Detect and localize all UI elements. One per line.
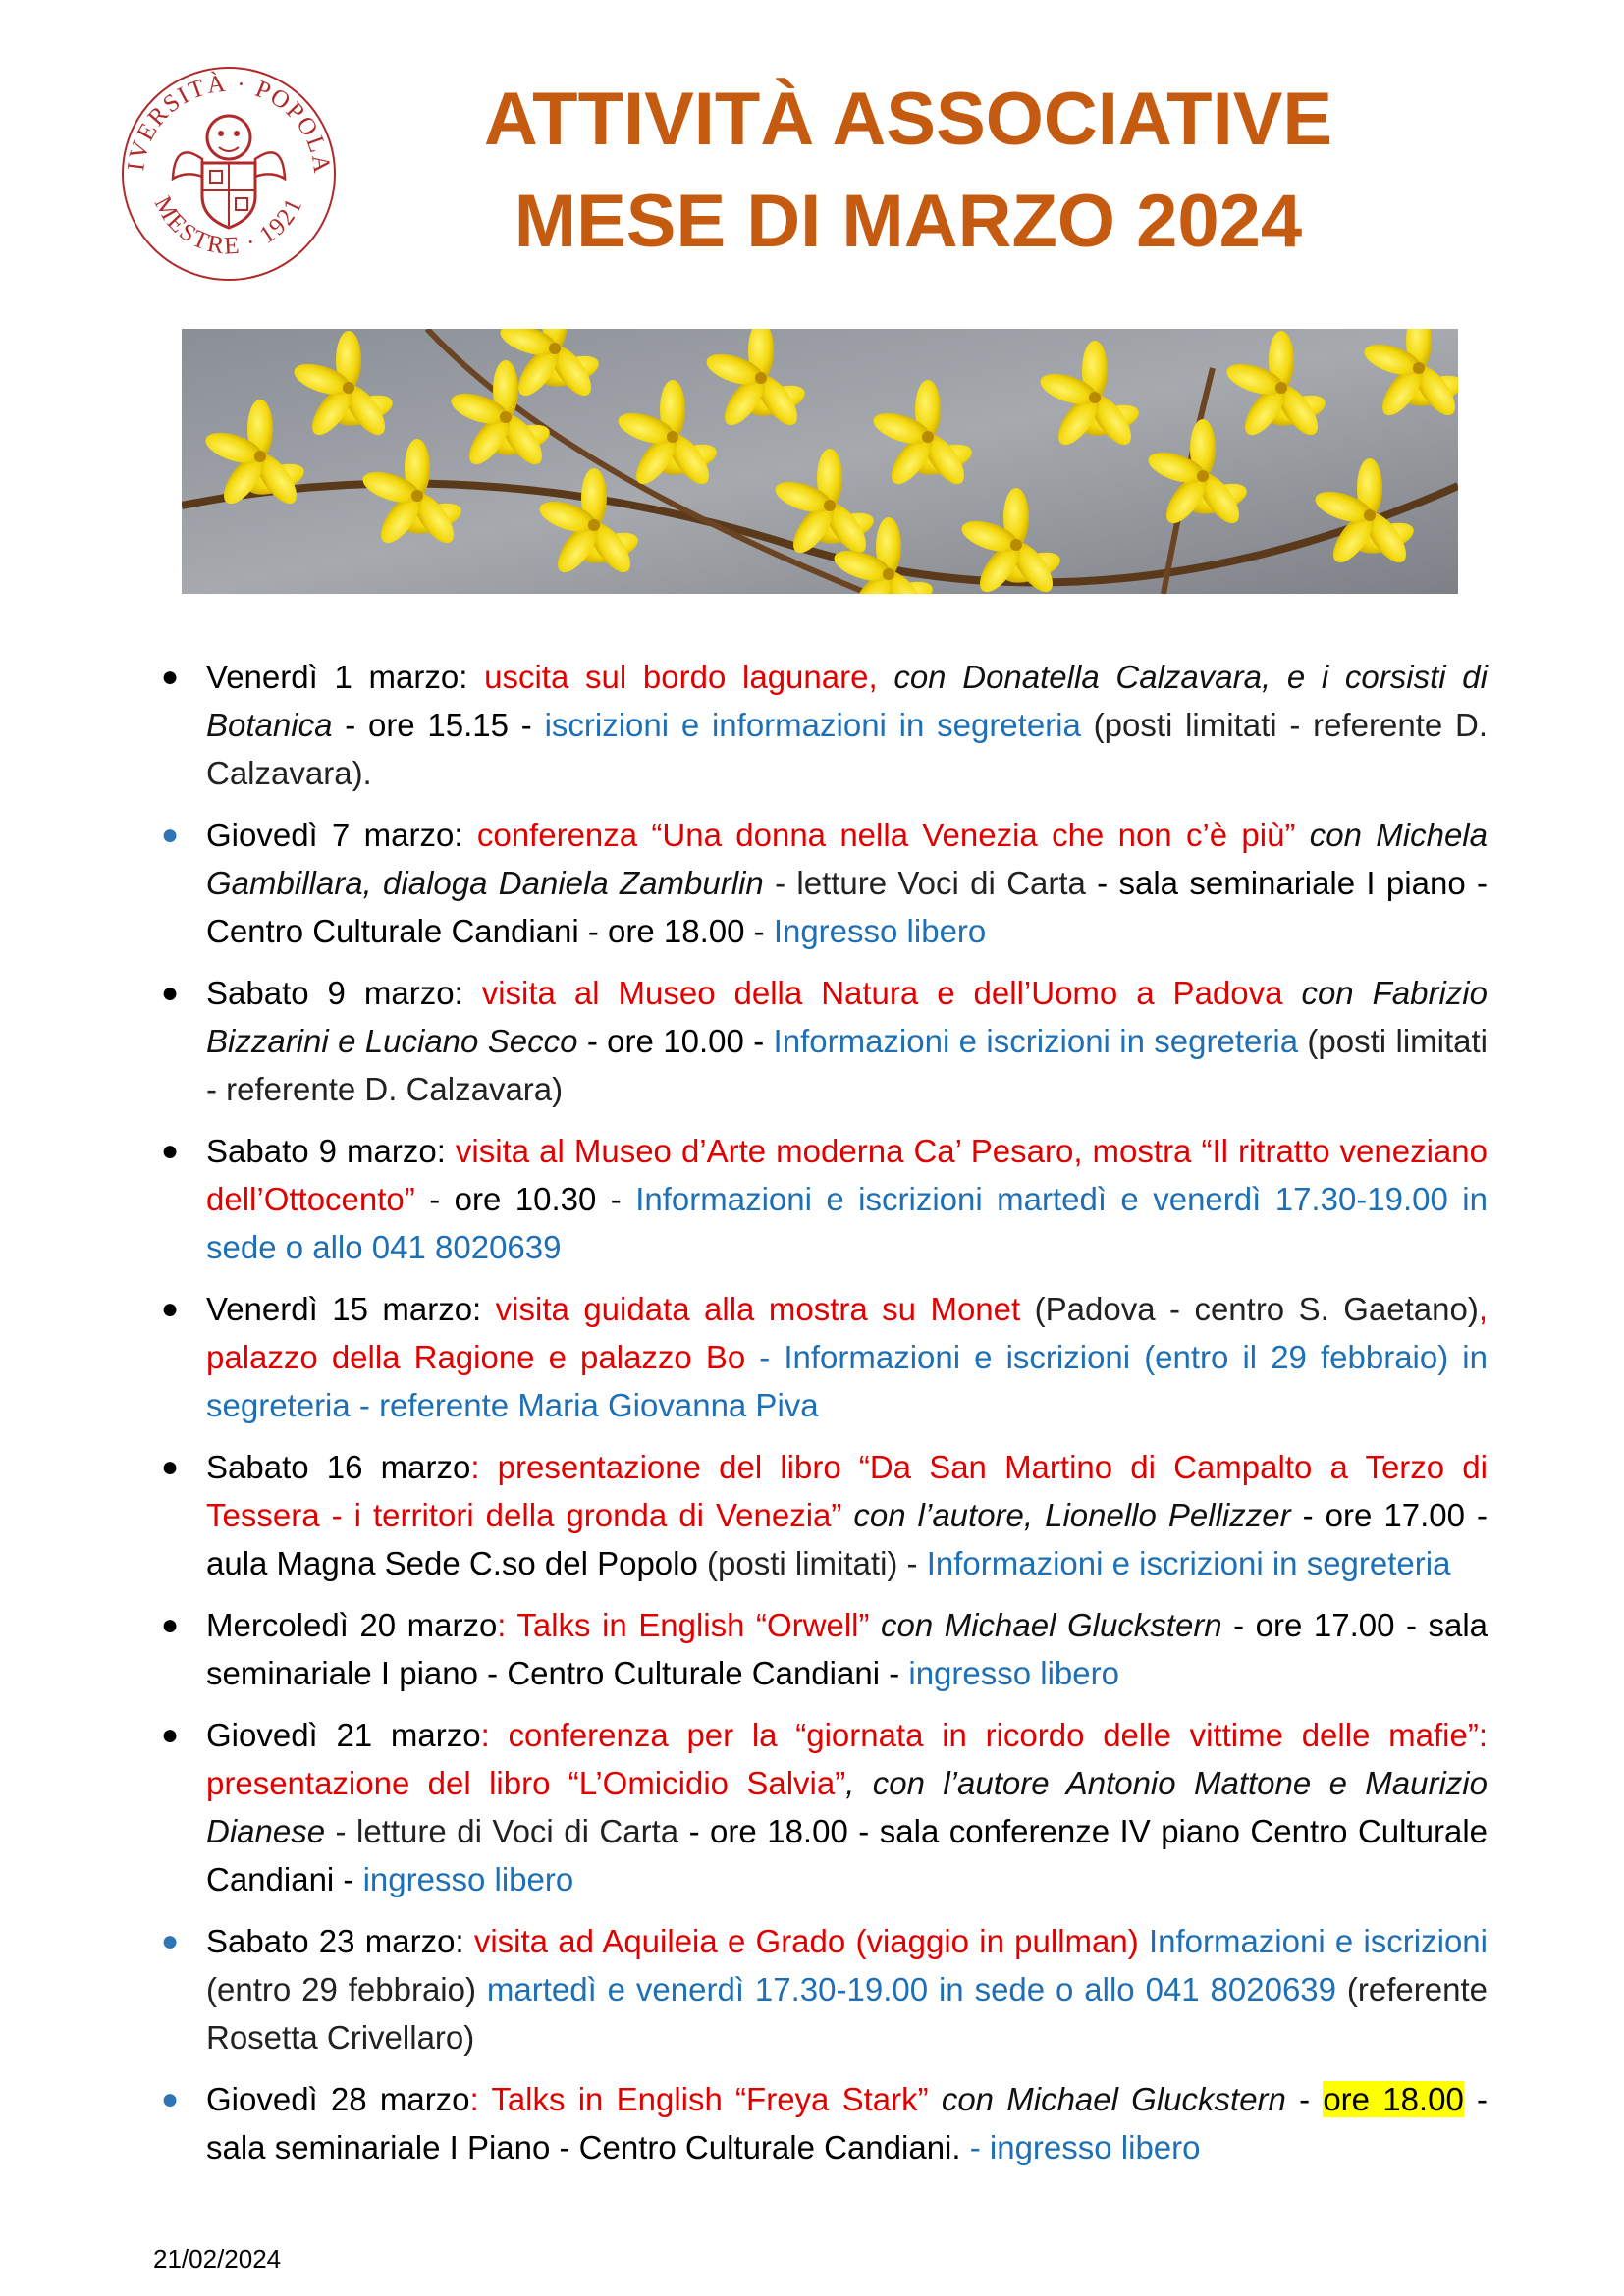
bullet-icon: ● [161, 819, 180, 851]
lion-seal-icon [116, 61, 342, 287]
event-text-segment: con Michael Gluckstern [869, 1607, 1222, 1643]
event-text-segment: iscrizioni e informazioni in segreteria [544, 707, 1081, 743]
bullet-icon: ● [161, 1293, 180, 1325]
svg-text:UNIVERSITÀ · POPOLARE: IVERSITÀ · POPOLA [123, 70, 336, 177]
event-item [157, 1917, 1488, 2061]
event-text-segment: - ore 15.15 - [332, 707, 545, 743]
bullet-icon: ● [161, 1135, 180, 1167]
event-text-segment: - ore 18.00 - sala conferenze IV piano Centro Culturale Candiani - [206, 1813, 1489, 1897]
event-text-segment: Sabato 23 marzo: [206, 1923, 464, 1959]
event-text-segment: Venerdì 15 marzo: [206, 1291, 482, 1327]
bullet-icon: ● [161, 1609, 180, 1641]
event-text-segment: - letture Voci di Carta [763, 865, 1086, 901]
event-text-segment: con l’autore, Lionello Pellizzer [841, 1497, 1291, 1533]
event-text-segment: ore 18.00 [1323, 2081, 1464, 2117]
event-item [157, 653, 1488, 797]
yellow-flowers-icon [182, 329, 1458, 594]
event-text-segment: - Informazioni e iscrizioni (entro il 29 febbraio) in segreteria - referente Maria Giovanna Piva [206, 1339, 1488, 1423]
event-text-segment: Mercoledì 20 marzo [206, 1607, 498, 1643]
event-text-segment: (posti limitati) - [697, 1545, 927, 1581]
bullet-icon: ● [161, 1719, 180, 1751]
events-list [157, 653, 1488, 2185]
event-text-segment: uscita sul bordo lagunare, [467, 659, 878, 695]
bullet-icon: ● [161, 661, 180, 693]
event-text-segment: visita ad Aquileia e Grado (viaggio in pullman) [463, 1923, 1139, 1959]
event-text-segment: Venerdì 1 marzo: [206, 659, 468, 695]
page-title [324, 69, 1492, 273]
event-text-segment: - sala seminariale I piano - Centro Culturale Candiani - ore 18.00 - [206, 865, 1488, 949]
bullet-icon: ● [161, 977, 180, 1009]
event-text-segment: Informazioni e iscrizioni in segreteria [773, 1023, 1299, 1059]
event-text-segment: - ore 10.00 - [577, 1023, 774, 1059]
event-text-segment: (entro 29 febbraio) [206, 1971, 476, 2007]
event-item [157, 969, 1488, 1113]
event-text-segment: - letture di Voci di Carta [325, 1813, 679, 1849]
event-text-segment: conferenza “Una donna nella Venezia che non c’è più” [462, 817, 1296, 853]
event-text-segment: (posti limitati - referente D. Calzavara) [206, 1023, 1488, 1107]
event-text-segment: visita al Museo d’Arte moderna Ca’ Pesaro, mostra “Il ritratto veneziano dell’Ottocento” [206, 1133, 1488, 1217]
event-text-segment: visita guidata alla mostra su Monet [481, 1291, 1021, 1327]
event-item [157, 2075, 1488, 2171]
event-text-segment: - [1285, 2081, 1324, 2117]
event-text-segment: Giovedì 7 marzo: [206, 817, 463, 853]
event-item [157, 811, 1488, 955]
event-text-segment: ingresso libero [362, 1861, 574, 1897]
event-item [157, 1601, 1488, 1697]
university-seal-logo [116, 61, 342, 287]
event-text-segment: Sabato 16 marzo [206, 1449, 471, 1485]
event-text-segment: con Michael Gluckstern [928, 2081, 1286, 2117]
event-text-segment: : presentazione del libro “Da San Martino di Campalto a Terzo di Tessera - i territori della gronda di Venezia” [206, 1449, 1488, 1533]
event-text-segment: : Talks in English “Orwell” [497, 1607, 870, 1643]
event-text-segment: con Michela Gambillara, dialoga Daniela Zamburlin [206, 817, 1488, 901]
event-text-segment: : conferenza per la “giornata in ricordo delle vittime delle mafie”: presentazione del libro “L’Omicidio Salvia” [206, 1717, 1488, 1801]
event-text-segment: Giovedì 21 marzo [206, 1717, 481, 1753]
event-text-segment: Informazioni e iscrizioni in segreteria [926, 1545, 1451, 1581]
event-text-segment: con Fabrizio Bizzarini e Luciano Secco [206, 975, 1488, 1059]
event-text-segment: visita al Museo della Natura e dell’Uomo a Padova [462, 975, 1283, 1011]
event-text-segment: Ingresso libero [773, 913, 987, 949]
bullet-icon: ● [161, 1925, 180, 1957]
event-text-segment: Informazioni e iscrizioni [1138, 1923, 1488, 1959]
forsythia-banner-image [182, 329, 1458, 594]
event-text-segment: , con l’autore Antonio Mattone e Maurizio Dianese [206, 1765, 1488, 1849]
event-text-segment: , palazzo della Ragione e palazzo Bo [206, 1291, 1489, 1375]
event-item [157, 1285, 1488, 1429]
event-text-segment: Giovedì 28 marzo [206, 2081, 470, 2117]
svg-text:MESTRE · 1921: MESTRE · 1921 [148, 191, 308, 260]
event-text-segment: martedì e venerdì 17.30-19.00 in sede o allo 041 8020639 [475, 1971, 1337, 2007]
title-line-1: ATTIVITÀ ASSOCIATIVE [483, 78, 1333, 161]
event-item [157, 1443, 1488, 1587]
event-text-segment: - ore 10.30 - [414, 1181, 636, 1217]
event-text-segment: - ore 17.00 - aula Magna Sede C.so del Popolo [206, 1497, 1488, 1581]
bullet-icon: ● [161, 2083, 180, 2115]
event-text-segment: : Talks in English “Freya Stark” [469, 2081, 929, 2117]
bullet-icon: ● [161, 1451, 180, 1483]
title-line-2: MESE DI MARZO 2024 [514, 180, 1303, 263]
event-text-segment: Informazioni e iscrizioni martedì e venerdì 17.30-19.00 in sede o allo 041 8020639 [206, 1181, 1488, 1265]
event-text-segment: - ingresso libero [960, 2129, 1201, 2165]
event-text-segment: - ore 17.00 - sala seminariale I piano - Centro Culturale Candiani - [206, 1607, 1489, 1691]
event-text-segment: Sabato 9 marzo: [206, 975, 463, 1011]
event-text-segment: con Donatella Calzavara, e i corsisti di Botanica [206, 659, 1488, 743]
event-text-segment: Sabato 9 marzo: [206, 1133, 446, 1169]
document-date: 21/02/2024 [153, 2244, 282, 2273]
event-text-segment: - sala seminariale I Piano - Centro Culturale Candiani. [206, 2081, 1489, 2165]
event-item [157, 1711, 1488, 1903]
event-text-segment: (Padova - centro S. Gaetano) [1020, 1291, 1479, 1327]
event-item [157, 1127, 1488, 1271]
event-text-segment: ingresso libero [908, 1655, 1119, 1691]
event-text-segment: (referente Rosetta Crivellaro) [206, 1971, 1488, 2056]
event-text-segment: (posti limitati - referente D. Calzavara). [206, 707, 1488, 791]
